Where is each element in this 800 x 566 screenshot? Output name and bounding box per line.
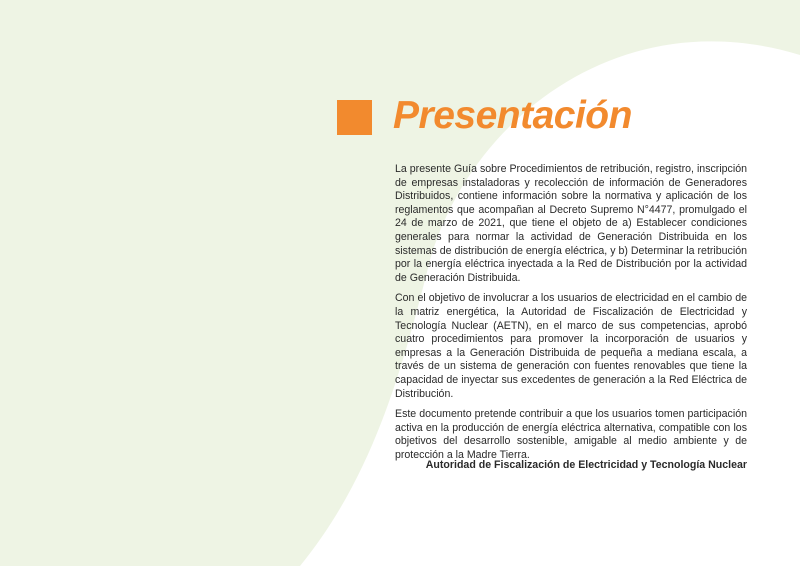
paragraph: Este documento pretende contribuir a que los usuarios tomen participación activa en la producción de energía eléctrica alternativa, compatible con los objetivos del desarrollo sostenible, amigable al medio ambiente y de protección a la Madre Tierra. [395, 408, 747, 461]
title-accent-square [337, 100, 372, 135]
page-title: Presentación [393, 94, 632, 137]
paragraph: La presente Guía sobre Procedimientos de retribución, registro, inscripción de empresas instaladoras y recolección de información de Generadores Distribuidos, contiene información sobre la normativa y aplicación de los reglamentos que acompañan al Decreto Supremo N°4477, promulgado el 24 de marzo de 2021, que tiene el objeto de a) Establecer condiciones generales para normar la actividad de Generación Distribuida en los sistemas de distribución de energía eléctrica, y b) Determinar la retribución por la energía eléctrica inyectada a la Red de Distribución por la actividad de Generación Distribuida. [395, 163, 747, 284]
paragraph: Con el objetivo de involucrar a los usuarios de electricidad en el cambio de la matriz energética, la Autoridad de Fiscalización de Electricidad y Tecnología Nuclear (AETN), en el marco de sus competencias, aprobó cuatro procedimientos para promover la incorporación de usuarios y empresas a la Generación Distribuida de pequeña a mediana escala, a través de un sistema de generación con fuentes renovables que tiene la capacidad de inyectar sus excedentes de generación a la Red Eléctrica de Distribución. [395, 292, 747, 400]
body-text [395, 163, 747, 469]
signature: Autoridad de Fiscalización de Electricidad y Tecnología Nuclear [425, 459, 747, 471]
